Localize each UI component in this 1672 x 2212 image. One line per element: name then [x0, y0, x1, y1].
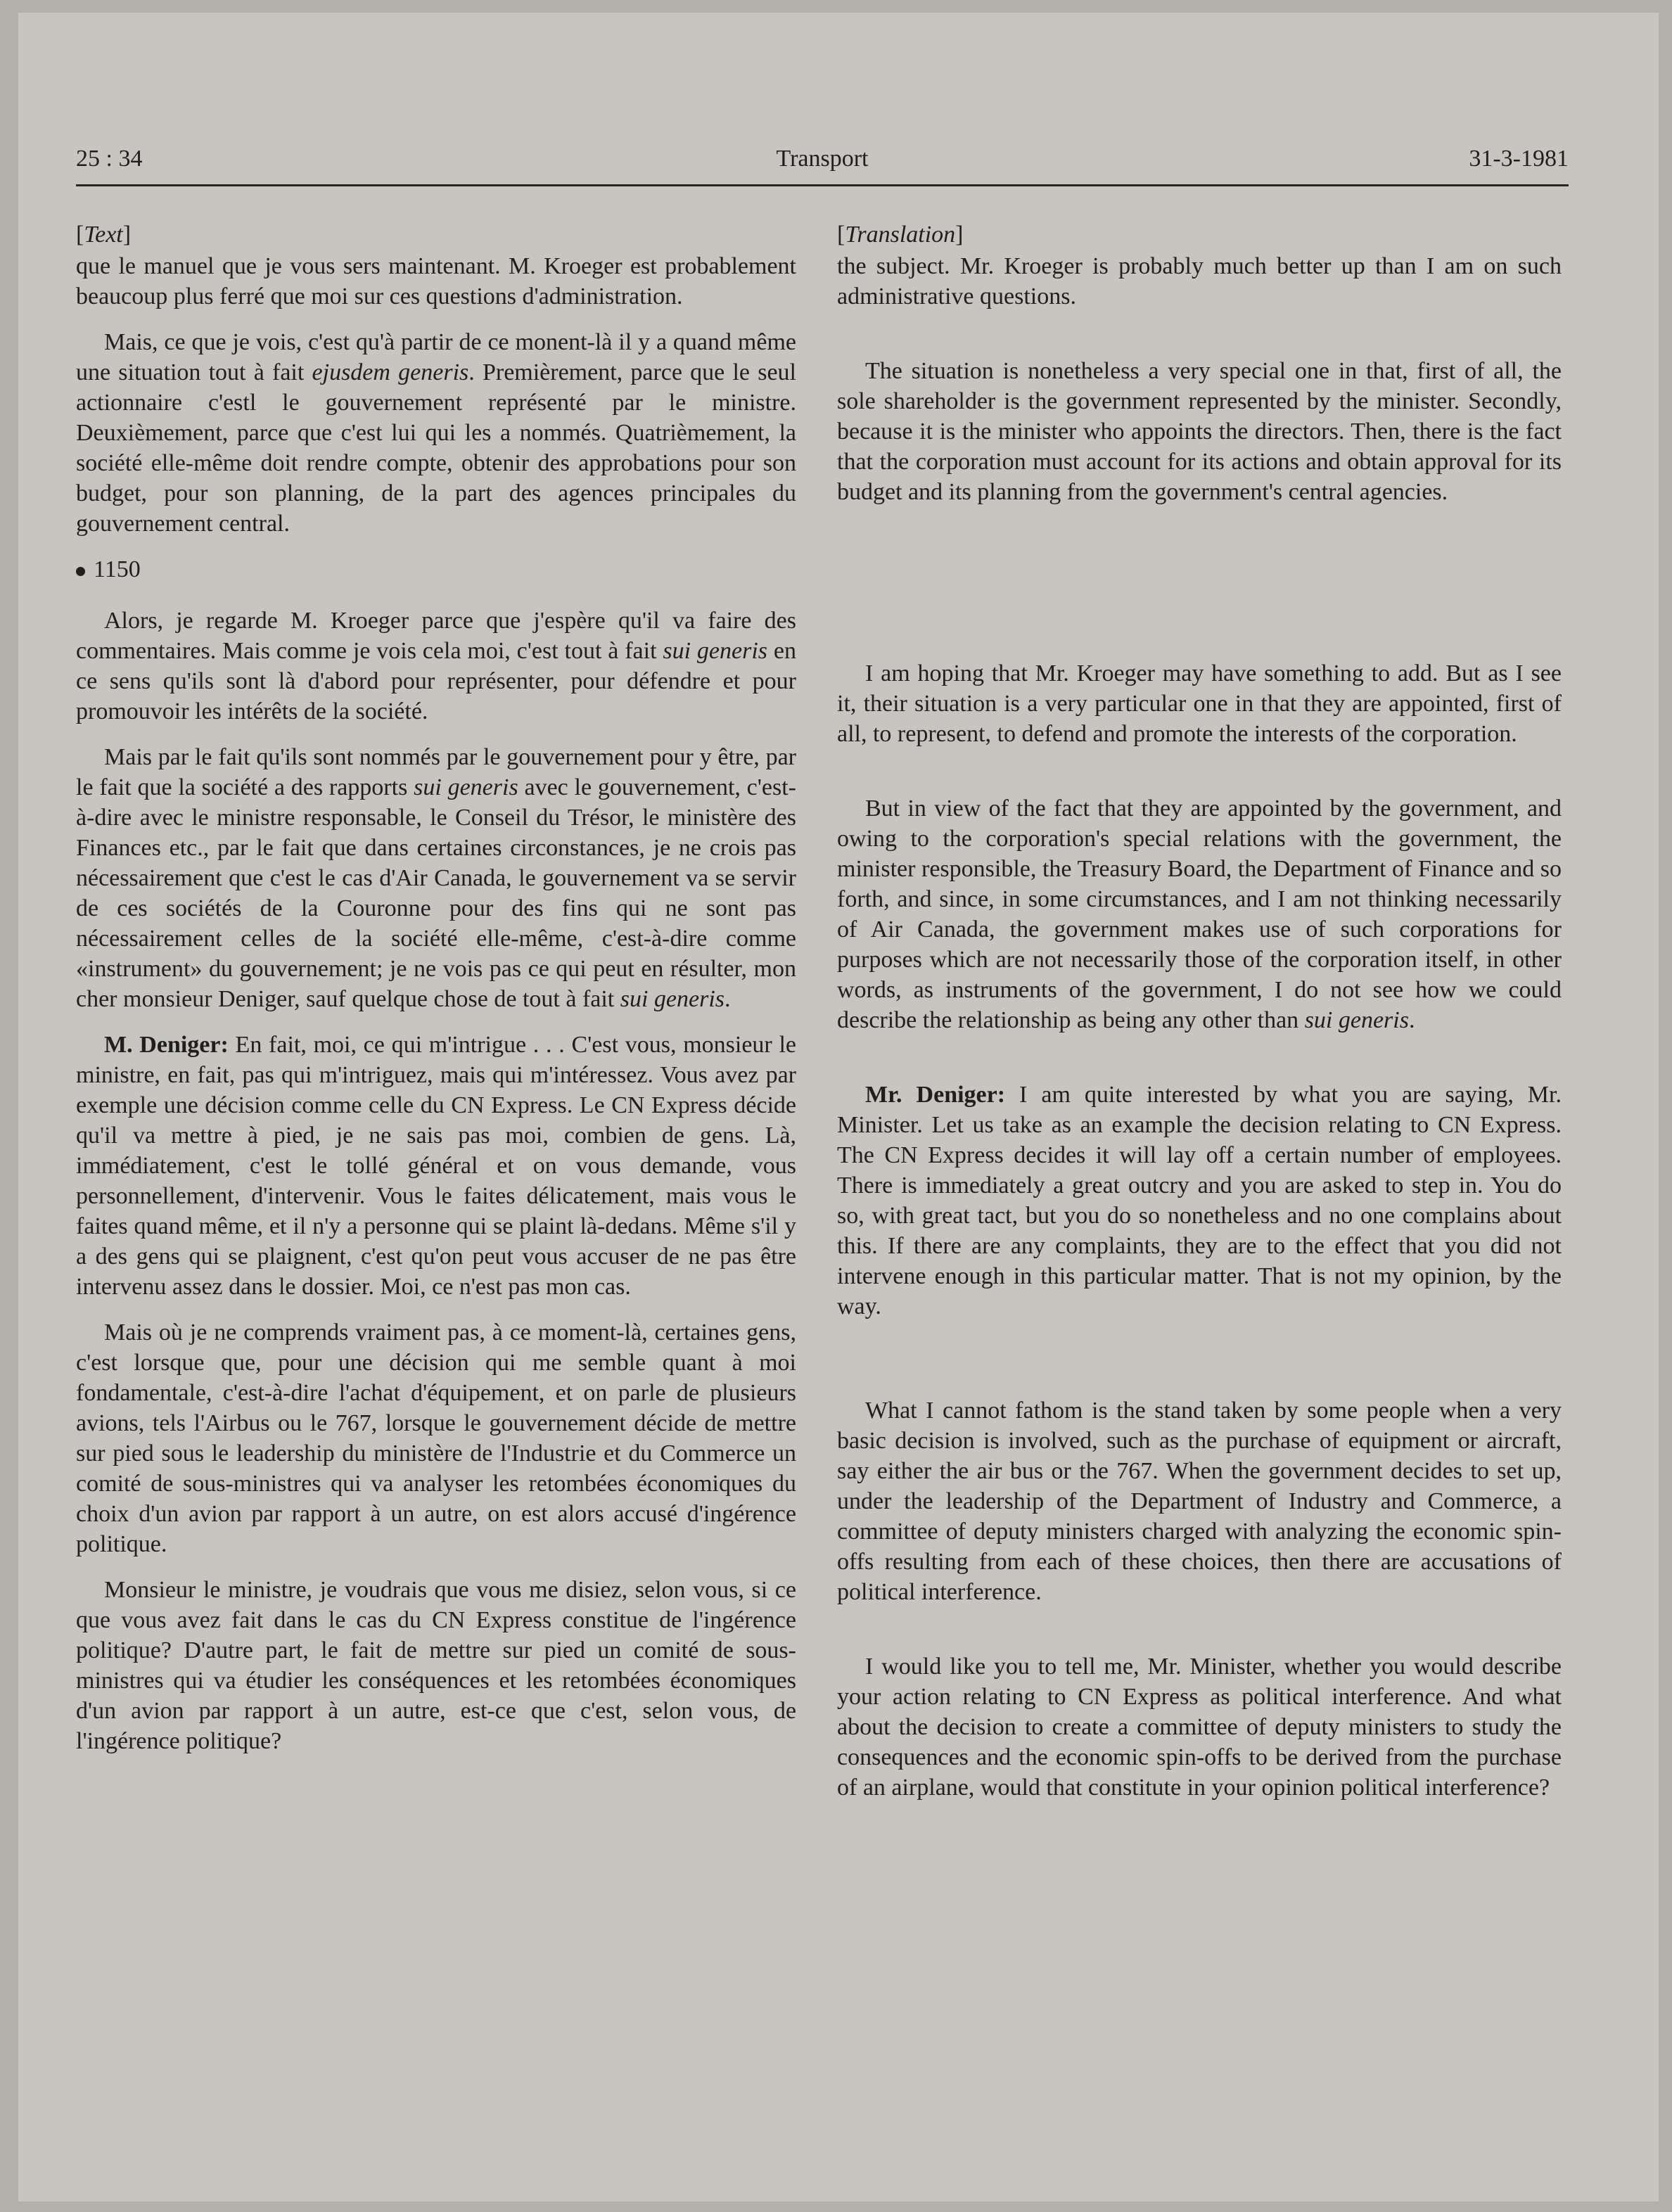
time-marker: 1150 — [76, 554, 796, 584]
english-paragraph: I am hoping that Mr. Kroeger may have something to add. But as I see it, their situation is a very particular one in that they are appointed, first of all, to represent, to defend and promote the interests of the corporation. — [837, 660, 1562, 747]
page-number: 25 : 34 — [76, 146, 143, 172]
english-paragraph: The situation is nonetheless a very special one in that, first of all, the sole shareholder is the government represented by the minister. Secondly, because it is the minister who appoints the directors. Then, there is the fact that the corporation must account for its actions and obtain approval for its budget and its planning from the government's central agencies. — [837, 358, 1562, 505]
english-label: [Translation] — [837, 222, 964, 248]
page-header — [76, 145, 1569, 186]
french-paragraph: Mais où je ne comprends vraiment pas, à ce moment-là, certaines gens, c'est lorsque que, pour une décision qui me semble quant à moi fondamentale, c'est-à-dire l'achat d'équipement, et on parle de plusieurs avions, tels l'Airbus ou le 767, lorsque le gouvernement décide de mettre sur pied sous le leadership du ministère de l'Industrie et du Commerce un comité de sous-ministres qui va analyser les retombées économiques du choix d'un avion par rapport à un autre, on est alors accusé d'ingérence politique. — [76, 1319, 796, 1557]
english-paragraph: What I cannot fathom is the stand taken by some people when a very basic decision is involved, such as the purchase of equipment or aircraft, say either the air bus or the 767. When the government decides to set up, under the leadership of the Department of Industry and Commerce, a committee of deputy ministers charged with analyzing the economic spin-offs resulting from each of these choices, then there are accusations of political interference. — [837, 1398, 1562, 1605]
french-column — [76, 219, 796, 1756]
english-paragraph: But in view of the fact that they are appointed by the government, and owing to the corporation's special relations with the government, the minister responsible, the Treasury Board, the Department of Finance and so forth, and since, in some circumstances, and I am not thinking necessarily of Air Canada, the government makes use of such corporations for purposes which are not necessarily those of the corporation itself, in other words, as instruments of the government, I do not see how we could describe the relationship as being any other than sui generis. — [837, 795, 1562, 1033]
speaker-name: M. Deniger: — [104, 1032, 229, 1058]
french-paragraph: Mais, ce que je vois, c'est qu'à partir de ce monent-là il y a quand même une situation tout à fait ejusdem generis. Premièrement, parce que le seul actionnaire c'estl le gouvernement représenté par le ministre. Deuxièmement, parce que c'est lui qui les a nommés. Quatrièmement, la société elle-même doit rendre compte, obtenir des approbations pour son budget, pour son planning, de la part des agences principales du gouvernement central. — [76, 329, 796, 537]
french-paragraph: Monsieur le ministre, je voudrais que vous me disiez, selon vous, si ce que vous avez fait dans le cas du CN Express constitue de l'ingérence politique? D'autre part, le fait de mettre sur pied un comité de sous-ministres qui va étudier les conséquences et les retombées économiques d'un avion par rapport à un autre, est-ce que c'est, selon vous, de l'ingérence politique? — [76, 1577, 796, 1754]
speaker-name: Mr. Deniger: — [865, 1082, 1006, 1108]
french-paragraph: Mais par le fait qu'ils sont nommés par le gouvernement pour y être, par le fait que la société a des rapports sui generis avec le gouvernement, c'est-à-dire avec le ministre responsable, le Conseil du Trésor, le ministère des Finances etc., par le fait que dans certaines circonstances, je ne crois pas nécessairement que c'est le cas d'Air Canada, le gouvernement va se servir de ces sociétés de la Couronne pour des fins qui ne sont pas nécessairement celles de la société elle-même, c'est-à-dire comme «instrument» du gouvernement; je ne vois pas ce qui peut en résulter, mon cher monsieur Deniger, sauf quelque chose de tout à fait sui generis. — [76, 744, 796, 1012]
english-column — [837, 219, 1562, 1803]
french-label: [Text] — [76, 222, 132, 248]
french-paragraph: M. Deniger: En fait, moi, ce qui m'intrigue . . . C'est vous, monsieur le ministre, en fait, pas qui m'intriguez, mais qui m'intéressez. Vous avez par exemple une décision comme celle du CN Express. Le CN Express décide qu'il va mettre à pied, je ne sais pas moi, combien de gens. Là, immédiatement, c'est le tollé général et on vous demande, vous personnellement, d'intervenir. Vous le faites délicatement, mais vous le faites quand même, et il n'y a personne qui se plaint là-dedans. Même s'il y a des gens qui se plaignent, c'est qu'on peut vous accuser de ne pas être intervenu assez dans le dossier. Moi, ce n'est pas mon cas. — [76, 1032, 796, 1300]
english-paragraph: I would like you to tell me, Mr. Minister, whether you would describe your action relating to CN Express as political interference. And what about the decision to create a committee of deputy ministers to study the consequences and the economic spin-offs to be derived from the purchase of an airplane, would that constitute in your opinion political interference? — [837, 1654, 1562, 1801]
english-paragraph: the subject. Mr. Kroeger is probably much better up than I am on such administrative questions. — [837, 253, 1562, 309]
committee-title: Transport — [776, 146, 869, 172]
bullet-icon — [76, 567, 85, 576]
french-paragraph: que le manuel que je vous sers maintenant. M. Kroeger est probablement beaucoup plus ferré que moi sur ces questions d'administration. — [76, 253, 796, 309]
french-paragraph: Alors, je regarde M. Kroeger parce que j'espère qu'il va faire des commentaires. Mais comme je vois cela moi, c'est tout à fait sui generis en ce sens qu'ils sont là d'abord pour représenter, pour défendre et pour promouvoir les intérêts de la société. — [76, 608, 796, 724]
sitting-date: 31-3-1981 — [1469, 146, 1569, 172]
english-paragraph: Mr. Deniger: I am quite interested by what you are saying, Mr. Minister. Let us take as an example the decision relating to CN Express. The CN Express decides it will lay off a certain number of employees. There is immediately a great outcry and you are asked to step in. You do so, with great tact, but you do so nonetheless and no one complains about this. If there are any complaints, they are to the effect that you did not intervene enough in this particular matter. That is not my opinion, by the way. — [837, 1082, 1562, 1319]
